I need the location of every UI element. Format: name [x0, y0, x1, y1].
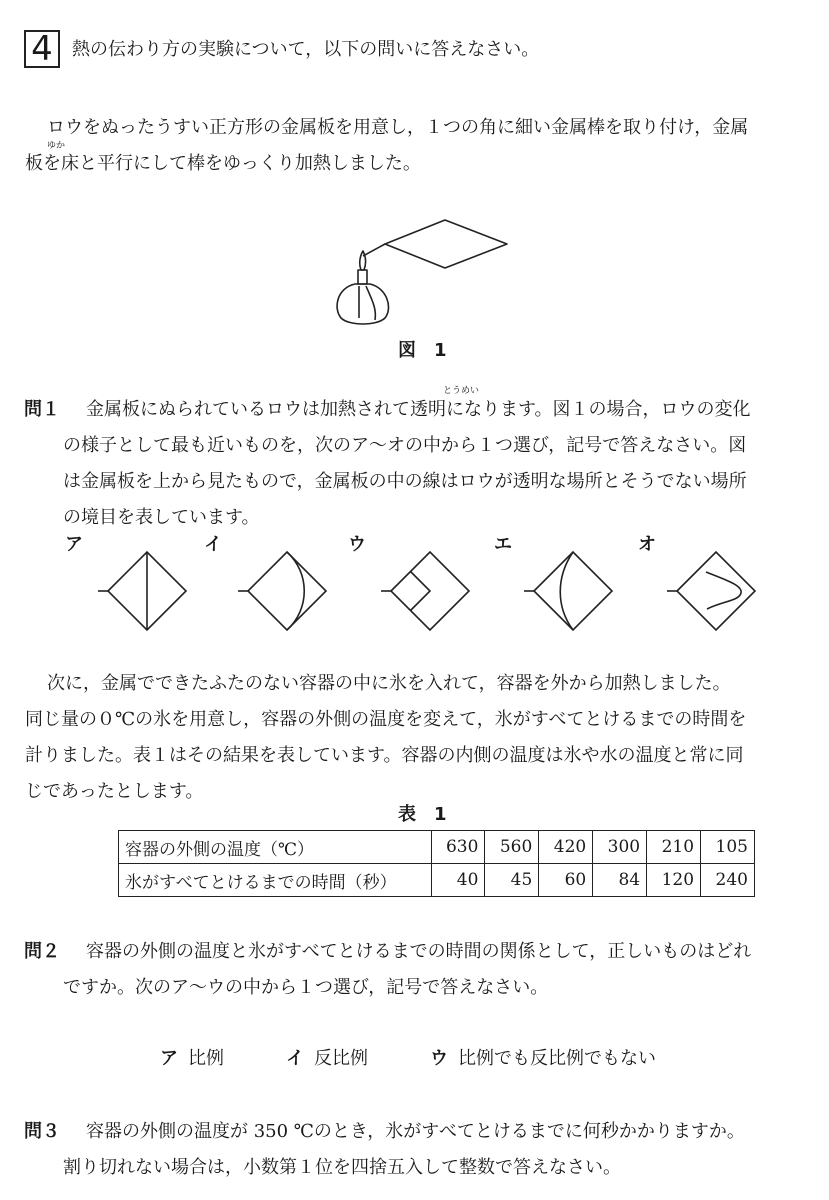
- table-row-header: 容器の外側の温度（℃）: [119, 831, 432, 864]
- section-title: 熱の伝わり方の実験について，以下の問いに答えなさい。: [72, 39, 540, 60]
- question-number-box: 4: [24, 30, 60, 68]
- middle-line-3: 計りました。表１はその結果を表しています。容器の内側の温度は氷や水の温度と常に同: [25, 745, 744, 766]
- q1-option-u-label: ウ: [348, 534, 366, 555]
- q1-option-o-diagram: [661, 545, 761, 637]
- q1-line-3: は金属板を上から見たもので，金属板の中の線はロウが透明な場所とそうでない場所: [63, 471, 747, 492]
- table-cell: 210: [647, 831, 701, 864]
- q2-option-i: [286, 1044, 368, 1070]
- table-cell: 300: [593, 831, 647, 864]
- ruby-toumei: とうめい: [443, 386, 480, 396]
- q3-label: 問３: [24, 1121, 60, 1142]
- table-cell: 630: [431, 831, 485, 864]
- q1-line-2: の様子として最も近いものを，次のア～オの中から１つ選び，記号で答えなさい。図: [63, 435, 747, 456]
- q1-option-u-diagram: [375, 545, 475, 637]
- q2-option-i-mark: イ: [286, 1048, 304, 1069]
- q1-label: 問１: [24, 399, 60, 420]
- q1-option-i-label: イ: [204, 534, 222, 555]
- table-1: [118, 830, 755, 897]
- q1-option-a-label: ア: [65, 534, 83, 555]
- middle-line-4: じであったとします。: [25, 781, 204, 802]
- q3-line-1: 容器の外側の温度が 350 ℃のとき，氷がすべてとけるまでに何秒かかりますか。: [86, 1121, 745, 1142]
- middle-line-2: 同じ量の０℃の氷を用意し，容器の外側の温度を変えて，氷がすべてとけるまでの時間を: [25, 709, 747, 730]
- table-cell: 560: [485, 831, 539, 864]
- ruby-yuka: ゆか: [47, 141, 66, 151]
- q1-line-4: の境目を表しています。: [63, 507, 260, 528]
- metal-plate: [385, 220, 507, 268]
- q2-option-u-mark: ウ: [430, 1048, 448, 1069]
- flame-icon: [360, 251, 366, 270]
- table-cell: 45: [485, 864, 539, 897]
- q1-option-e-diagram: [518, 545, 618, 637]
- burner-neck: [358, 270, 367, 284]
- table-cell: 84: [593, 864, 647, 897]
- q1-line-1: 金属板にぬられているロウは加熱されて透明になります。図１の場合，ロウの変化: [86, 399, 751, 420]
- table-cell: 420: [539, 831, 593, 864]
- middle-line-1: 次に，金属でできたふたのない容器の中に氷を入れて，容器を外から加熱しました。: [47, 673, 731, 694]
- table-cell: 120: [647, 864, 701, 897]
- table-cell: 60: [539, 864, 593, 897]
- q2-label: 問２: [24, 941, 60, 962]
- intro-line-1: ロウをぬったうすい正方形の金属板を用意し，１つの角に細い金属棒を取り付け，金属: [47, 117, 749, 138]
- figure-1-illustration: [325, 218, 515, 333]
- q2-option-u-text: 比例でも反比例でもない: [458, 1048, 656, 1069]
- figure-1-caption: 図 1: [398, 340, 447, 361]
- q2-option-a: [160, 1044, 224, 1070]
- table-1-caption: 表 1: [398, 804, 447, 825]
- q1-option-a-diagram: [92, 545, 192, 637]
- q2-option-u: [430, 1044, 656, 1070]
- q1-option-i-diagram: [232, 545, 332, 637]
- alcohol-lamp-icon: [337, 284, 388, 324]
- q2-line-1: 容器の外側の温度と氷がすべてとけるまでの時間の関係として，正しいものはどれ: [86, 941, 752, 962]
- q2-option-a-mark: ア: [160, 1048, 178, 1069]
- q2-option-i-text: 反比例: [314, 1048, 368, 1069]
- metal-rod: [363, 244, 385, 256]
- table-row: [119, 864, 755, 897]
- table-row-header: 氷がすべてとけるまでの時間（秒）: [119, 864, 432, 897]
- q1-option-e-label: エ: [494, 534, 512, 555]
- intro-line-2: 板を床と平行にして棒をゆっくり加熱しました。: [25, 153, 421, 174]
- q3-line-2: 割り切れない場合は，小数第１位を四捨五入して整数で答えなさい。: [63, 1157, 621, 1178]
- table-row: [119, 831, 755, 864]
- table-cell: 105: [701, 831, 755, 864]
- q2-option-a-text: 比例: [188, 1048, 224, 1069]
- table-cell: 240: [701, 864, 755, 897]
- q1-option-o-label: オ: [638, 534, 656, 555]
- q2-line-2: ですか。次のア～ウの中から１つ選び，記号で答えなさい。: [63, 977, 549, 998]
- table-cell: 40: [431, 864, 485, 897]
